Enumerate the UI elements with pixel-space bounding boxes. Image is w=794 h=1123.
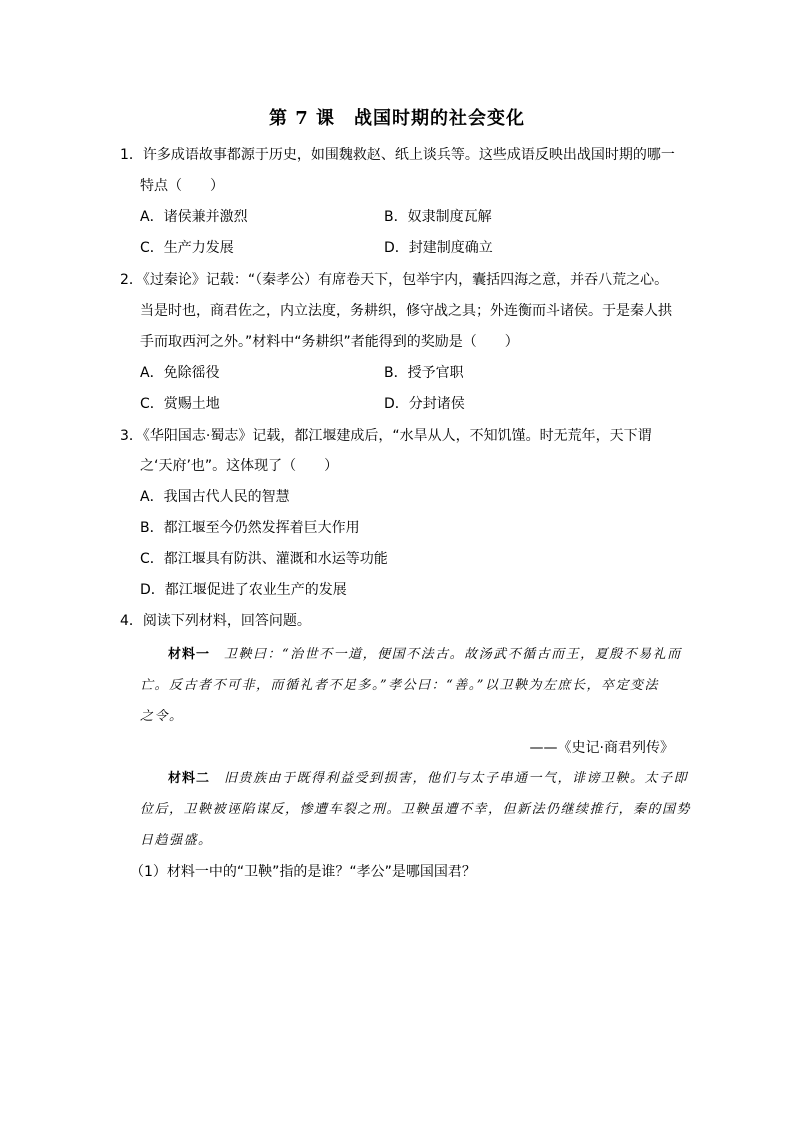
material-2-line-2: 位后，卫鞅被诬陷谋反，惨遭车裂之刑。卫鞅虽遭不幸，但新法仍继续推行，秦的国势 bbox=[140, 802, 692, 817]
question-2-text: 2．《过秦论》记载：“（秦孝公）有席卷天下，包举宇内，囊括四海之意，并吞八荒之心。 bbox=[120, 272, 669, 288]
q1-option-a: A．诸侯兼并激烈 bbox=[140, 209, 248, 225]
question-3-text: 3．《华阳国志·蜀志》记载，都江堰建成后，“水旱从人，不知饥馑。时无荒年，天下谓 bbox=[120, 428, 652, 444]
sub-question-1: （1）材料一中的“卫鞅”指的是谁？“孝公”是哪国国君？ bbox=[130, 864, 476, 880]
lesson-title: 第 7 课 战国时期的社会变化 bbox=[268, 108, 526, 129]
q2-option-c: C．赏赐土地 bbox=[140, 396, 220, 412]
q2-option-a: A．免除徭役 bbox=[140, 365, 220, 381]
material-1-line-2: 亡。反古者不可非，而循礼者不足多。”孝公曰：“善。”以卫鞅为左庶长，卒定变法 bbox=[140, 678, 659, 693]
material-2-label: 材料二 bbox=[168, 771, 211, 786]
material-1-label: 材料一 bbox=[168, 647, 211, 662]
q1-option-b: B．奴隶制度瓦解 bbox=[384, 209, 492, 225]
material-2-line-1 bbox=[168, 769, 688, 789]
material-1-text: 卫鞅曰：“治世不一道，便国不法古。故汤武不循古而王，夏殷不易礼而 bbox=[224, 647, 682, 662]
material-2-line-3: 日趋强盛。 bbox=[140, 833, 213, 848]
question-2-text-cont2: 手而取西河之外。”材料中“务耕织”者能得到的奖励是（ ） bbox=[140, 334, 519, 350]
q1-option-d: D．封建制度确立 bbox=[384, 240, 493, 256]
question-1-text: 1．许多成语故事都源于历史，如围魏救赵、纸上谈兵等。这些成语反映出战国时期的哪一 bbox=[120, 147, 675, 163]
q2-option-b: B．授予官职 bbox=[384, 365, 464, 381]
material-2-text: 旧贵族由于既得利益受到损害，他们与太子串通一气，诽谤卫鞅。太子即 bbox=[224, 771, 689, 786]
q1-option-c: C．生产力发展 bbox=[140, 240, 234, 256]
material-1-line-1 bbox=[168, 645, 682, 665]
material-1-source: ——《史记·商君列传》 bbox=[529, 740, 674, 756]
q2-option-d: D．分封诸侯 bbox=[384, 396, 465, 412]
material-1-line-3: 之令。 bbox=[140, 709, 184, 724]
question-3-text-cont: 之‘天府’也”。这体现了（ ） bbox=[140, 458, 339, 474]
q3-option-b: B．都江堰至今仍然发挥着巨大作用 bbox=[140, 520, 360, 536]
question-1-text-cont: 特点（ ） bbox=[140, 178, 224, 194]
q3-option-c: C．都江堰具有防洪、灌溉和水运等功能 bbox=[140, 551, 388, 567]
q3-option-d: D．都江堰促进了农业生产的发展 bbox=[140, 582, 347, 598]
question-4-text: 4．阅读下列材料，回答问题。 bbox=[120, 613, 311, 629]
q3-option-a: A．我国古代人民的智慧 bbox=[140, 489, 290, 505]
question-2-text-cont: 当是时也，商君佐之，内立法度，务耕织，修守战之具；外连衡而斗诸侯。于是秦人拱 bbox=[140, 303, 672, 319]
